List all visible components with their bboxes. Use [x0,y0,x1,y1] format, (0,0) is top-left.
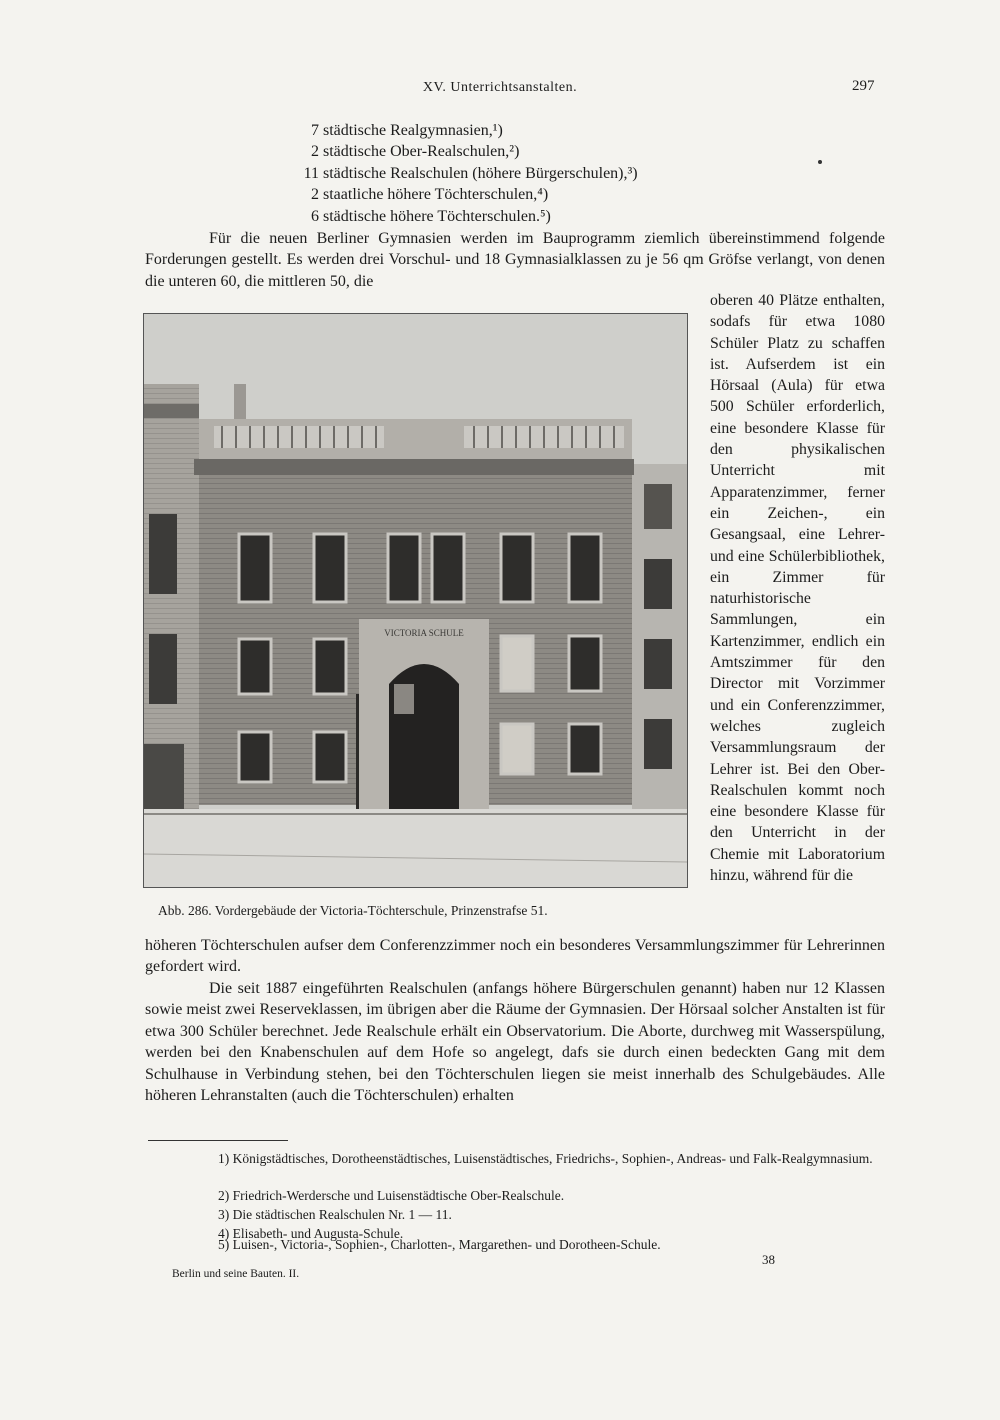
school-sign-text: VICTORIA SCHULE [384,628,464,638]
footnote-1: 1) Königstädtisches, Dorotheenstädtisches, Luisenstädtisches, Friedrichs-, Sophien-, Andreas- und Falk-Realgymnasium. [218,1151,873,1166]
footnote-4: 4) Elisabeth- und Augusta-Schule. [218,1226,404,1241]
paragraph-continued: höheren Töchterschulen aufser dem Conferenzzimmer noch ein besonderes Versammlungszimmer für Lehrerinnen gefordert wird. [145,937,885,976]
school-count-list [305,120,638,227]
list-item: 6 städtische höhere Töchterschulen.⁵) [311,207,551,225]
footnote-divider [148,1140,288,1141]
figure-caption: Abb. 286. Vordergebäude der Victoria-Töchterschule, Prinzenstrafse 51. [158,903,548,918]
signature-mark: 38 [762,1252,775,1267]
paragraph-requirements: Für die neuen Berliner Gymnasien werden im Bauprogramm ziemlich übereinstimmend folgende Forderungen gestellt. Es werden drei Vorschul- und 18 Gymnasialklassen zu je 56 qm Gröfse verlangt, von denen die unteren 60, die mittleren 50, die [145,230,885,290]
book-title-footer: Berlin und seine Bauten. II. [172,1268,300,1280]
footnote-5: 5) Luisen-, Victoria-, Sophien-, Charlotten-, Margarethen- und Dorotheen-Schule. [218,1237,661,1252]
running-header: XV. Unterrichtsanstalten. [422,80,578,95]
list-item: 2 städtische Ober-Realschulen,²) [311,143,520,161]
list-item: 2 staatliche höhere Töchterschulen,⁴) [311,186,549,204]
side-column-text: oberen 40 Plätze enthalten, sodafs für etwa 1080 Schüler Platz zu schaffen ist. Aufserdem ist ein Hörsaal (Aula) für etwa 500 Schüler erforderlich, eine besondere Klasse für den physikalischen Unterricht mit Apparatenzimmer, ferner ein Zeichen-, ein Gesangsaal, eine Lehrer- und eine Schülerbibliothek, ein Zimmer für naturhistorische Sammlungen, ein Kartenzimmer, endlich ein Amtszimmer für den Director mit Vorzimmer und ein Conferenzzimmer, welches zugleich Versammlungsraum der Lehrer ist. Bei den Ober-Realschulen kommt noch eine besondere Klasse für den Unterricht in der Chemie mit Laboratorium hinzu, während für die [710,292,885,885]
list-item: 11 städtische Realschulen (höhere Bürgerschulen),³) [303,164,638,182]
building-facade-illustration [144,314,687,887]
building-photo [143,313,688,888]
footnote-2: 2) Friedrich-Werdersche und Luisenstädtische Ober-Realschule. [218,1188,565,1203]
paragraph-realschulen: Die seit 1887 eingeführten Realschulen (anfangs höhere Bürgerschulen genannt) haben nur 12 Klassen sowie meist zwei Reserveklassen, im übrigen aber die Räume der Gymnasien. Der Hörsaal solcher Anstalten ist für etwa 300 Schüler berechnet. Jede Realschule erhält ein Observatorium. Die Aborte, durchweg mit Wasserspülung, werden bei den Knabenschulen auf dem Hofe so angelegt, dafs sie durch einen bedeckten Gang mit dem Schulhause in Verbindung stehen, bei den Töchterschulen liegen sie meist innerhalb des Schulgebäudes. Alle höheren Lehranstalten (auch die Töchterschulen) erhalten [145,980,885,1105]
footnote-3: 3) Die städtischen Realschulen Nr. 1 — 11. [218,1207,452,1222]
list-item: 7 städtische Realgymnasien,¹) [311,122,503,139]
page-number: 297 [852,78,875,94]
ink-speck [818,160,822,164]
